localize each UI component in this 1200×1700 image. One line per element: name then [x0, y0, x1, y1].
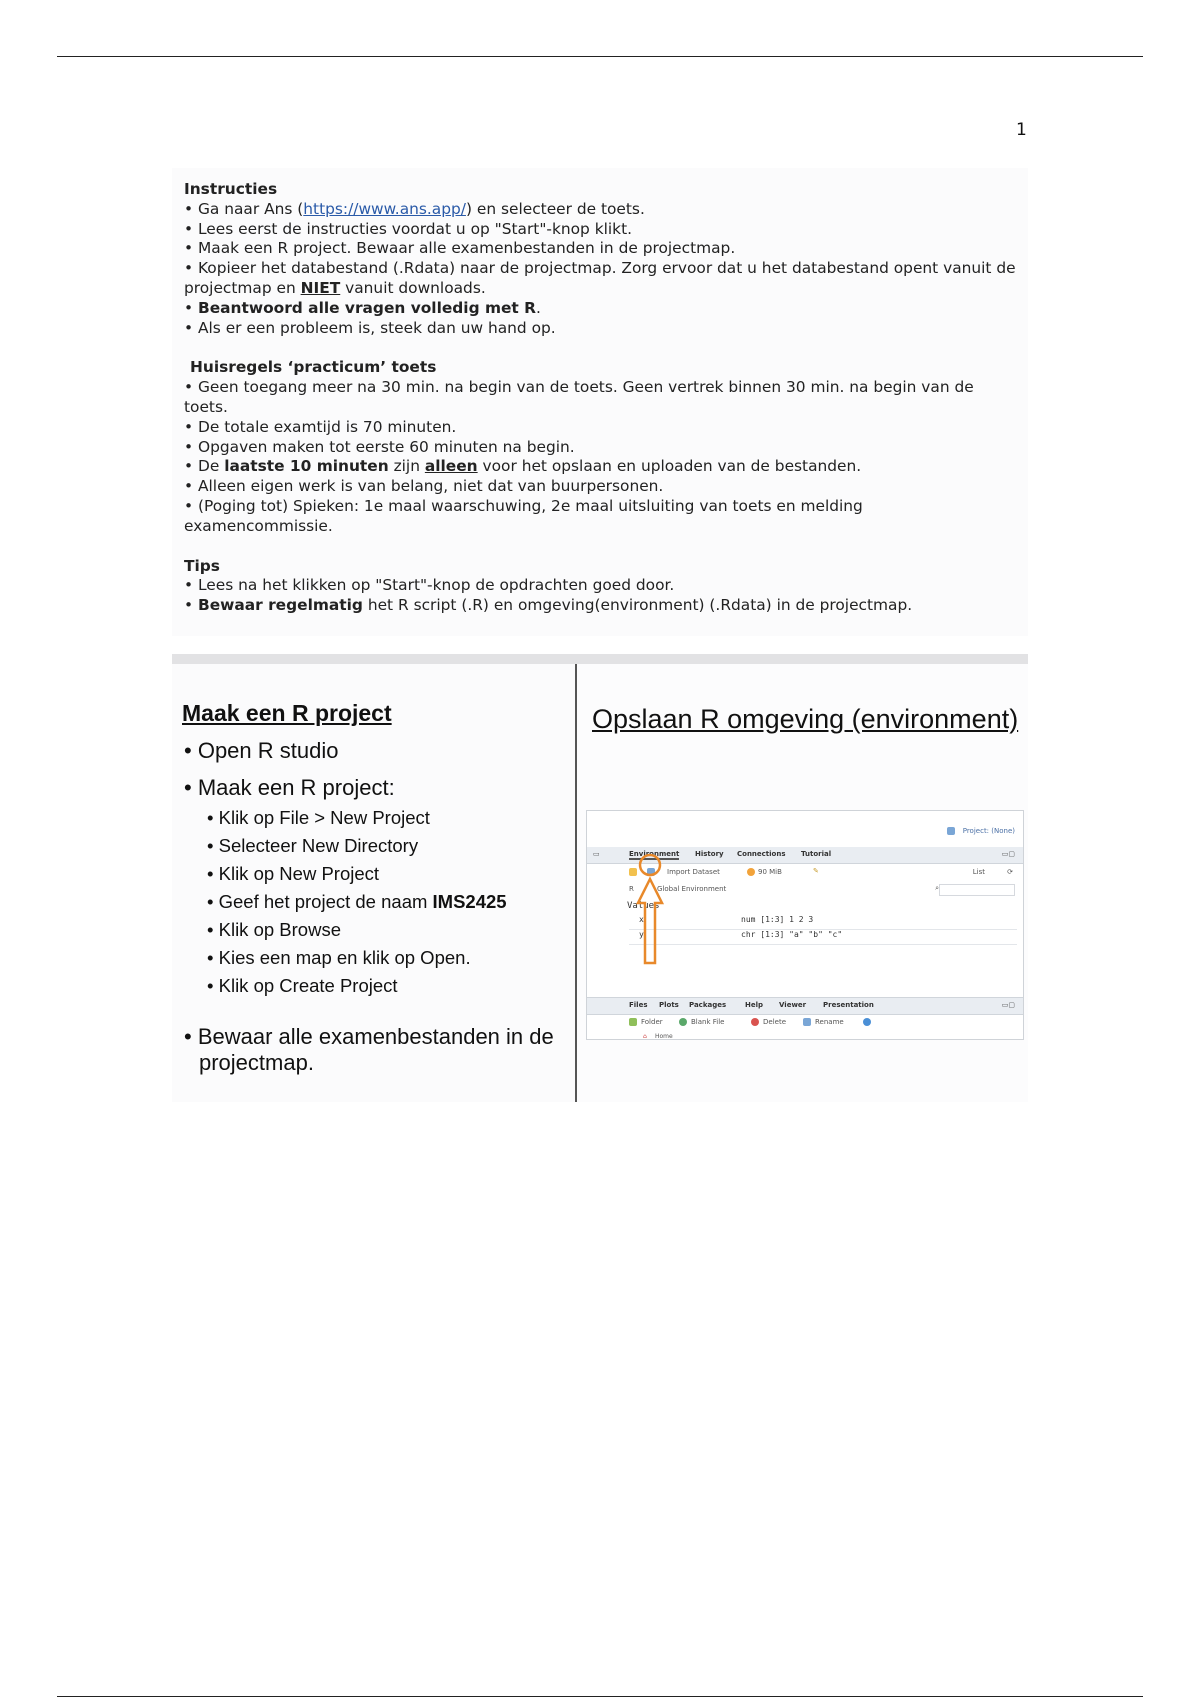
list-item: • De totale examtijd is 70 minuten. [184, 418, 1016, 438]
broom-icon[interactable]: ✎ [813, 867, 819, 875]
instructies-heading: Instructies [184, 180, 278, 198]
text: Geef het project de naam [218, 891, 433, 912]
rstudio-screenshot [586, 810, 1024, 1040]
huisregels-heading: Huisregels ‘practicum’ toets [190, 358, 437, 377]
left-slide-title: Maak een R project [182, 700, 392, 726]
list-item: • Geen toegang meer na 30 min. na begin van de toets. Geen vertrek binnen 30 min. na begin van de toets. [184, 378, 1016, 418]
list-item [184, 596, 1016, 616]
list-view-button[interactable]: List [972, 868, 985, 876]
blank-file-icon [679, 1018, 687, 1026]
var-name: y [639, 930, 644, 939]
env-row[interactable] [629, 915, 1017, 930]
list-item: • Opgaven maken tot eerste 60 minuten na begin. [184, 438, 1016, 458]
var-value: chr [1:3] "a" "b" "c" [741, 930, 843, 939]
tips-heading: Tips [184, 556, 220, 575]
values-label: Values [627, 901, 660, 911]
list-item: • Lees na het klikken op "Start"-knop de opdrachten goed door. [184, 576, 1016, 596]
tab-plots[interactable]: Plots [659, 1001, 679, 1009]
bottom-rule [57, 1696, 1143, 1697]
tab-connections[interactable]: Connections [737, 850, 786, 858]
delete-button[interactable]: Delete [763, 1018, 786, 1026]
var-name: x [639, 915, 644, 924]
tab-help[interactable]: Help [745, 1001, 764, 1009]
list-item: • Lees eerst de instructies voordat u op "Start"-knop klikt. [184, 220, 1016, 240]
memory-usage[interactable]: 90 MiB [758, 868, 782, 876]
rename-icon [803, 1018, 811, 1026]
tab-history[interactable]: History [695, 850, 724, 858]
folder-button[interactable]: Folder [641, 1018, 663, 1026]
annotation-overlay [635, 853, 665, 965]
files-toolbar [587, 1016, 1023, 1030]
tips-list [184, 576, 1016, 616]
minimize-icon[interactable]: ▭ [593, 850, 600, 858]
project-label[interactable]: Project: (None) [962, 827, 1015, 835]
r-dropdown[interactable]: R [629, 885, 634, 893]
text: voor het opslaan en uploaden van de bestanden. [477, 457, 862, 476]
list-item: • Maak een R project. Bewaar alle examenbestanden in de projectmap. [184, 239, 1016, 259]
tab-packages[interactable]: Packages [689, 1001, 727, 1009]
bold-text: Beantwoord alle vragen volledig met R [197, 298, 536, 317]
new-folder-icon [629, 1018, 637, 1026]
ans-link[interactable]: https://www.ans.app/ [303, 199, 466, 218]
search-icon[interactable]: ⌕ [935, 884, 939, 892]
right-slide-title: Opslaan R omgeving (environment) [592, 704, 1019, 734]
list-item: • Als er een probleem is, steek dan uw hand op. [184, 319, 1016, 339]
var-value: num [1:3] 1 2 3 [741, 915, 814, 924]
home-row [587, 1033, 1023, 1040]
list-item: • Alleen eigen werk is van belang, niet dat van buurpersonen. [184, 477, 1016, 497]
bold-text: Bewaar regelmatig [197, 596, 363, 615]
tab-presentation[interactable]: Presentation [823, 1001, 874, 1009]
up-arrow-icon [638, 879, 662, 963]
tab-tutorial[interactable]: Tutorial [801, 850, 832, 858]
section-divider [172, 654, 1028, 664]
global-env-dropdown[interactable]: Global Environment [657, 885, 727, 893]
import-dataset-button[interactable]: Import Dataset [667, 868, 720, 876]
list-item: • (Poging tot) Spieken: 1e maal waarschuwing, 2e maal uitsluiting van toets en melding examencommissie. [184, 497, 1016, 537]
text: . [536, 298, 541, 317]
bold-text: laatste 10 minuten [224, 457, 389, 476]
text: vanuit downloads. [340, 278, 486, 297]
text: Kopieer het databestand (.Rdata) naar de projectmap. Zorg ervoor dat u het databestand opent vanuit de projectmap en [184, 259, 1016, 297]
sub-item: • Klik op Browse [184, 919, 574, 941]
rename-button[interactable]: Rename [815, 1018, 844, 1026]
sub-item: • Klik op Create Project [184, 975, 574, 997]
maximize-icon[interactable]: ▭▢ [1001, 850, 1015, 858]
text: De [197, 457, 225, 476]
sub-item: • Selecteer New Directory [184, 835, 574, 857]
text: zijn [388, 457, 425, 476]
list-item [184, 200, 1016, 220]
highlight-circle [640, 855, 660, 875]
project-icon [947, 827, 955, 835]
project-row [587, 825, 1023, 839]
memory-icon [747, 868, 755, 876]
text: Ga naar Ans ( [197, 199, 304, 218]
maximize-icon[interactable]: ▭▢ [1001, 1001, 1015, 1009]
project-name: IMS2425 [432, 891, 507, 912]
instructions-block [172, 168, 1028, 636]
list-item: • Bewaar alle examenbestanden in de projectmap. [184, 1024, 574, 1076]
niet-emphasis: NIET [300, 278, 341, 297]
huisregels-list [184, 378, 1016, 536]
delete-icon [751, 1018, 759, 1026]
home-icon[interactable]: ⌂ [643, 1033, 647, 1040]
top-rule [57, 56, 1143, 57]
search-input[interactable] [939, 884, 1015, 896]
text: het R script (.R) en omgeving(environment) (.Rdata) in de projectmap. [362, 596, 913, 615]
tab-environment[interactable]: Environment [629, 850, 680, 858]
alleen-emphasis: alleen [424, 457, 478, 476]
gear-icon[interactable] [863, 1018, 871, 1026]
sub-item: • Kies een map en klik op Open. [184, 947, 574, 969]
list-item [184, 457, 1016, 477]
instructies-list [184, 200, 1016, 339]
list-item [184, 299, 1016, 319]
refresh-icon[interactable]: ⟳ [1007, 868, 1013, 876]
tab-viewer[interactable]: Viewer [779, 1001, 807, 1009]
env-row[interactable] [629, 930, 1017, 945]
list-item: • Open R studio [184, 738, 574, 764]
left-slide-list [184, 738, 574, 1087]
sub-item: • Klik op New Project [184, 863, 574, 885]
sub-item [184, 891, 574, 913]
home-link[interactable]: Home [655, 1033, 673, 1040]
files-tabs [587, 997, 1023, 1015]
text: ) en selecteer de toets. [465, 199, 645, 218]
tab-files[interactable]: Files [629, 1001, 648, 1009]
page-number: 1 [1016, 120, 1027, 140]
list-item: • Maak een R project: [184, 775, 574, 801]
sub-item: • Klik op File > New Project [184, 807, 574, 829]
blank-file-button[interactable]: Blank File [691, 1018, 725, 1026]
list-item [184, 259, 1016, 299]
